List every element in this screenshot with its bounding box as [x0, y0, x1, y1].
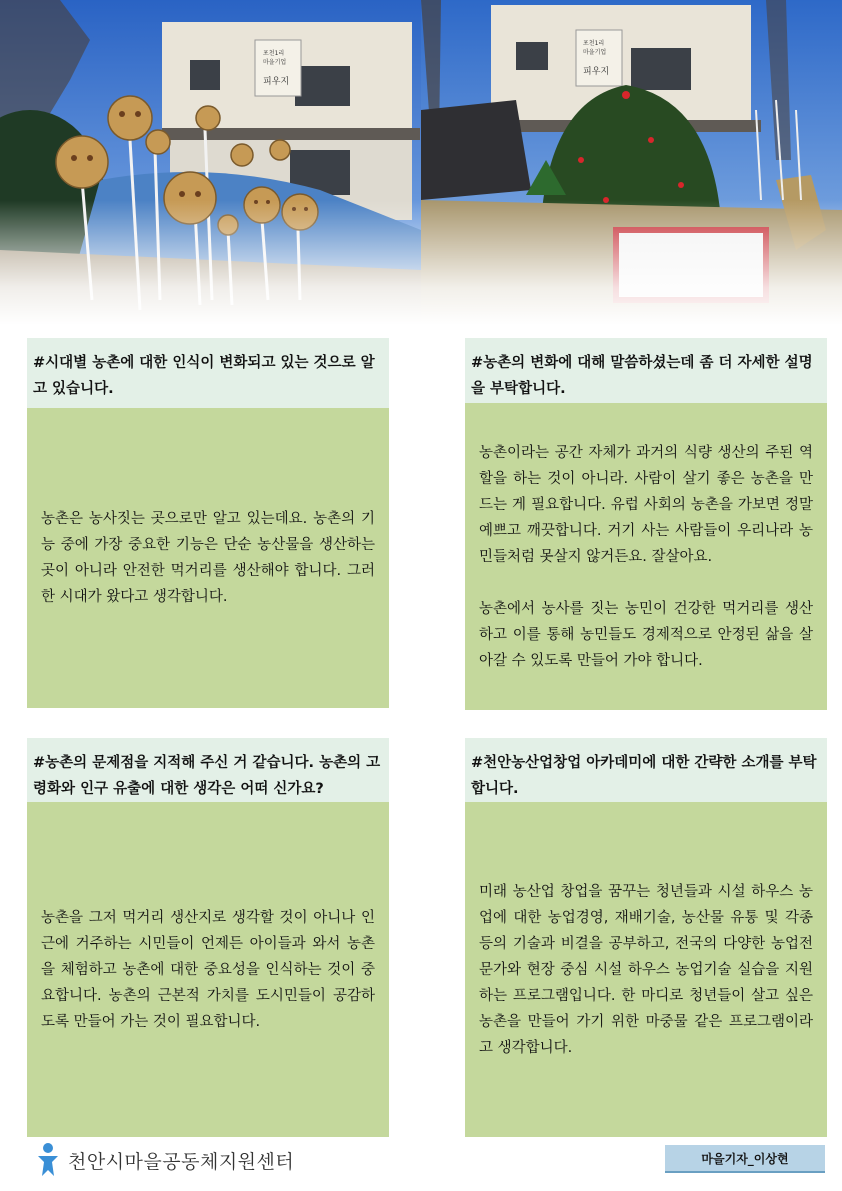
answer-2 — [465, 403, 827, 710]
answer-4-paragraph-1: 미래 농산업 창업을 꿈꾸는 청년들과 시설 하우스 농업에 대한 농업경영, 재배기술, 농산물 유통 및 각종 등의 기술과 비결을 공부하고, 전국의 다양한 농업전문가와 현장 중심 시설 하우스 농업기술 실습을 지원하는 프로그램입니다. 한 마디로 청년들이 살고 싶은 농촌을 만들어 가기 위한 마중물 같은 프로그램이라고 생각합니다. — [479, 883, 813, 1056]
sign-line-3: 피우지 — [583, 67, 610, 77]
answer-3 — [27, 802, 389, 1137]
sign-line-1: 포천1리 — [583, 40, 605, 47]
logo-text: 천안시마을공동체지원센터 — [68, 1150, 295, 1173]
answer-3-paragraph-1: 농촌을 그저 먹거리 생산지로 생각할 것이 아니나 인근에 거주하는 시민들이 언제든 아이들과 와서 농촌을 체험하고 농촌에 대한 중요성을 인식하는 것이 중요합니다. 농촌의 근본적 가치를 도시민들이 공감하도록 만들어 가는 것이 필요합니다. — [41, 909, 375, 1030]
answer-2-paragraph-2: 농촌에서 농사를 짓는 농민이 건강한 먹거리를 생산하고 이를 통해 농민들도 경제적으로 안정된 삶을 살아갈 수 있도록 만들어 가야 합니다. — [479, 600, 813, 669]
photo-fade — [0, 200, 842, 325]
sign-line-1: 포천1리 — [263, 50, 285, 57]
sign-line-2: 마을기업 — [263, 59, 287, 66]
question-1: #시대별 농촌에 대한 인식이 변화되고 있는 것으로 알고 있습니다. — [27, 338, 389, 408]
person-icon — [36, 1142, 60, 1178]
answer-4 — [465, 802, 827, 1137]
sign-line-3: 피우지 — [263, 77, 290, 87]
answer-1 — [27, 408, 389, 708]
reporter-credit: 마을기자_이상현 — [665, 1145, 825, 1173]
answer-1-paragraph-1: 농촌은 농사짓는 곳으로만 알고 있는데요. 농촌의 기능 중에 가장 중요한 기능은 단순 농산물을 생산하는 곳이 아니라 안전한 먹거리를 생산해야 합니다. 그러한 시대가 왔다고 생각합니다. — [41, 511, 375, 605]
answer-2-paragraph-1: 농촌이라는 공간 자체가 과거의 식량 생산의 주된 역할을 하는 것이 아니라. 사람이 살기 좋은 농촌을 만드는 게 필요합니다. 유럽 사회의 농촌을 가보면 정말 예쁘고 깨끗합니다. 거기 사는 사람들이 우리나라 농민들처럼 못살지 않거든요. 잘살아요. — [479, 444, 813, 565]
question-3: #농촌의 문제점을 지적해 주신 거 같습니다. 농촌의 고령화와 인구 유출에 대한 생각은 어떠 신가요? — [27, 738, 389, 802]
question-4: #천안농산업창업 아카데미에 대한 간략한 소개를 부탁합니다. — [465, 738, 827, 802]
question-2: #농촌의 변화에 대해 말씀하셨는데 좀 더 자세한 설명을 부탁합니다. — [465, 338, 827, 403]
center-logo — [36, 1140, 294, 1180]
sign-line-2: 마을기업 — [583, 49, 607, 56]
